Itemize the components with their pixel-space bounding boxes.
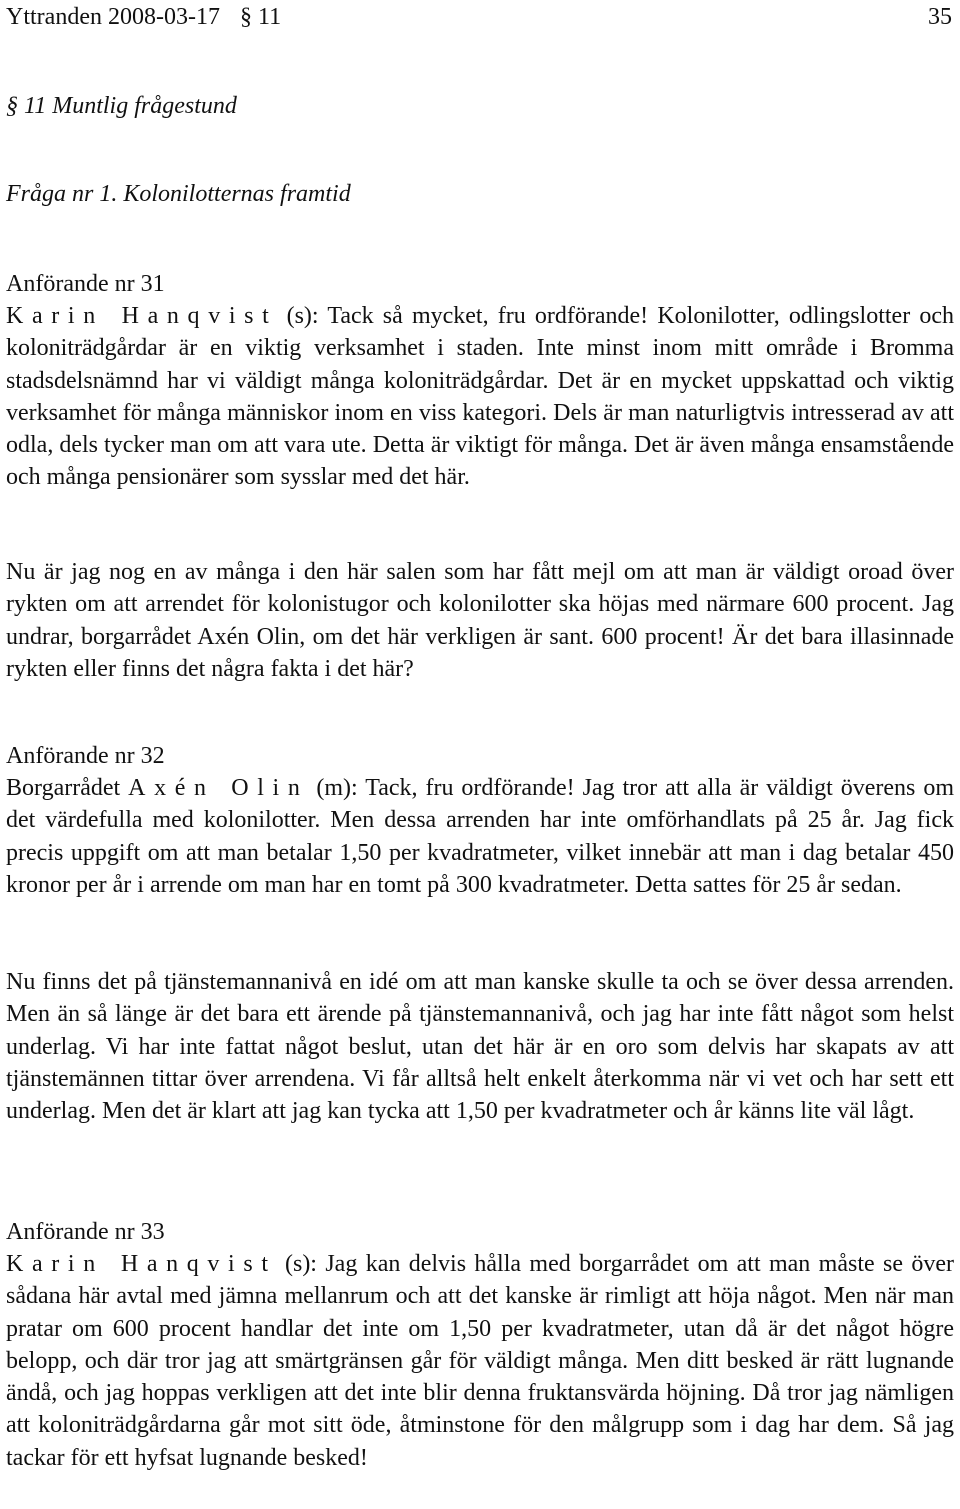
speech-paragraph (6, 772, 954, 901)
speaker-name: Karin Hanqvist (6, 1251, 277, 1277)
speaker-name: Karin Hanqvist (6, 303, 278, 329)
speech-title: Anförande nr 32 (6, 743, 165, 769)
section-number: 11 (257, 4, 282, 30)
speech-paragraph: Nu finns det på tjänstemannanivå en idé om att man kanske skulle ta och se över dessa arrenden. Men än så länge är det bara ett ärende på tjänstemannanivå, och jag har inte fått något som helst underlag. Vi har inte fattat något beslut, utan det här är en oro som delvis har skapats av att tjänstemännen tittar över arrendena. Vi får alltså helt enkelt återkomma när vi vet och har sett ett underlag. Men det är klart att jag kan tycka att 1,50 per kvadratmeter och år känns lite väl lågt. (6, 969, 954, 1125)
item-heading: § 11 Muntlig frågestund (6, 93, 237, 119)
section-symbol: § (239, 4, 252, 30)
paragraph-text: Tack, fru ordförande! Jag tror att alla är väldigt överens om det värdefulla med kolonilotter. Men dessa arrenden har inte omförhandlats på 25 år. Jag fick precis uppgift om att man betalar 1,50 per kvadratmeter, vilket innebär att man i dag betalar 450 kronor per år i arrende om man har en tomt på 300 kvadratmeter. Detta sattes för 25 år sedan. (6, 775, 954, 898)
question-title: Fråga nr 1. Kolonilotternas framtid (6, 181, 351, 207)
paragraph-text: Tack så mycket, fru ordförande! Kolonilotter, odlingslotter och koloniträdgårdar är en viktig verksamhet i staden. Inte minst inom mitt område i Bromma stadsdelsnämnd har vi väldigt många koloniträdgårdar. Det är en mycket uppskattad och viktig verksamhet för många människor inom en viss kategori. Dels är man naturligtvis intresserad av att odla, dels tycker man om att vara ute. Detta är viktigt för många. Det är även många ensamstående och många pensionärer som sysslar med det här. (6, 303, 954, 491)
speaker-party: (s): (276, 1251, 326, 1277)
speaker-party: (s): (277, 303, 328, 329)
speech-title: Anförande nr 31 (6, 271, 165, 297)
speech-paragraph: Nu är jag nog en av många i den här salen som har fått mejl om att man är väldigt oroad över rykten om att arrendet för kolonistugor och kolonilotter ska höjas med närmare 600 procent. Jag undrar, borgarrådet Axén Olin, om det här verkligen är sant. 600 procent! Är det bara illasinnade rykten eller finns det några fakta i det här? (6, 559, 954, 682)
speaker-name: Axén Olin (128, 775, 309, 801)
speech-paragraph (6, 300, 954, 494)
speech-paragraph (6, 1248, 954, 1474)
speaker-role: Borgarrådet (6, 775, 129, 801)
speech-31 (6, 268, 954, 494)
page-header (6, 0, 954, 34)
running-head: Yttranden 2008-03-17 (6, 4, 220, 30)
speaker-party: (m): (308, 775, 366, 801)
speech-title: Anförande nr 33 (6, 1219, 165, 1245)
paragraph-text: Jag kan delvis hålla med borgarrådet om att man måste se över sådana här avtal med jämna mellanrum och att det kanske är rimligt att höja något. Men när man pratar om 600 procent handlar det inte om 1,50 per kvadratmeter, utan då är det något högre belopp, och där tror jag att smärtgränsen går för väldigt många. Men ditt besked är rätt lugnande ändå, och jag hoppas verkligen att det inte blir denna fruktansvärda höjning. Då tror jag nämligen att koloniträdgårdarna går mot sitt öde, åtminstone för den målgrupp som i dag har dem. Så jag tackar för ett hyfsat lugnande besked! (6, 1251, 954, 1471)
page-number: 35 (928, 4, 952, 30)
speech-32 (6, 740, 954, 901)
speech-33 (6, 1216, 954, 1474)
